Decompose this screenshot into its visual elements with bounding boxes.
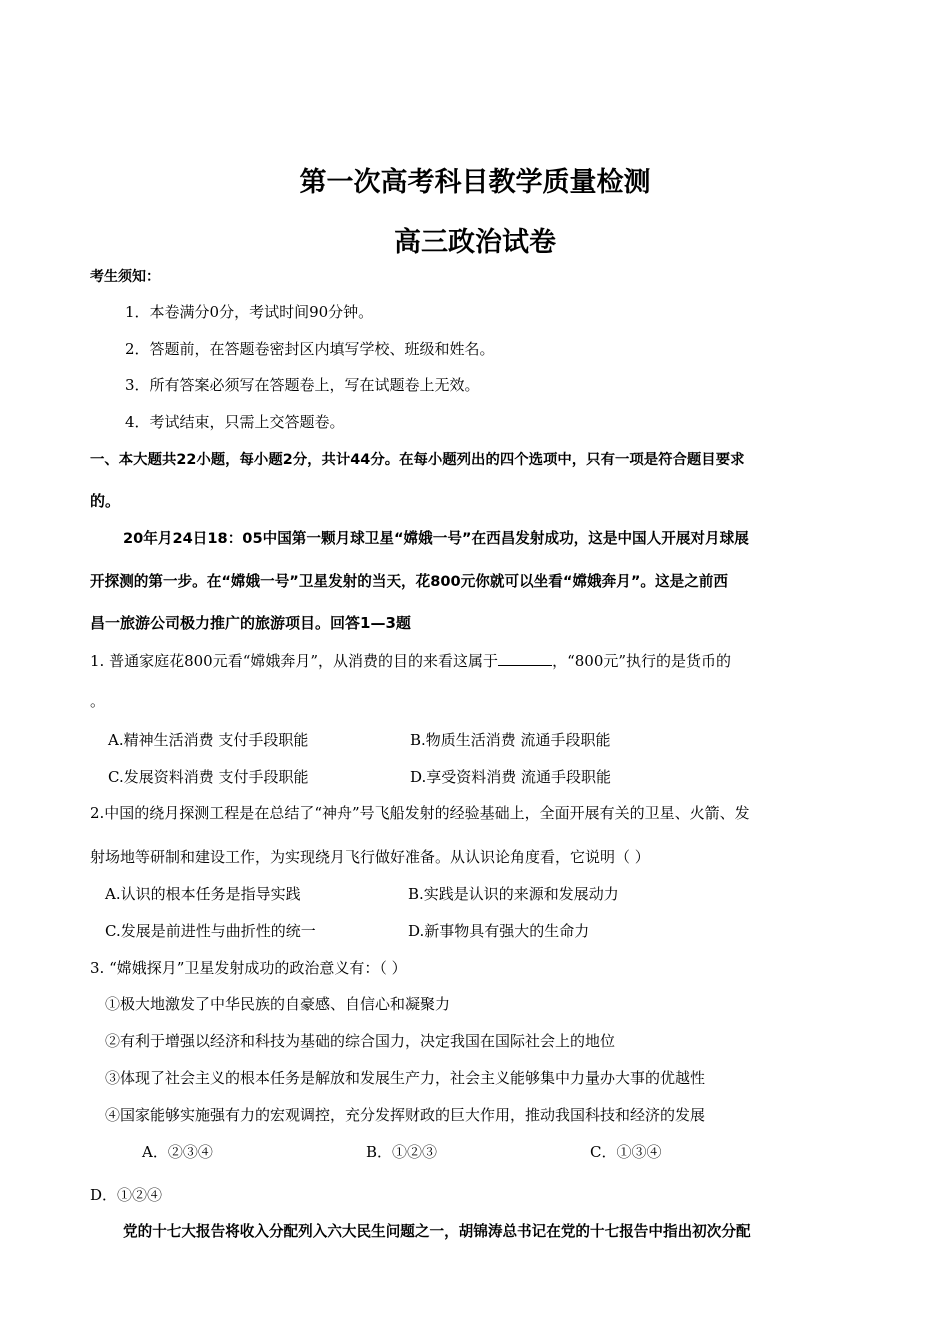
question-3-statement-2: ②有利于增强以经济和科技为基础的综合国力，决定我国在国际社会上的地位 (105, 1032, 616, 1050)
question-1-stem (90, 650, 731, 671)
question-3-stem: 3. “嫦娥探月”卫星发射成功的政治意义有：（ ） (90, 959, 407, 977)
page-title: 第一次高考科目教学质量检测 (299, 167, 651, 198)
question-2-option-d: D.新事物具有强大的生命力 (408, 922, 590, 940)
question-2-option-c: C.发展是前进性与曲折性的统一 (105, 922, 316, 940)
question-3-statement-1: ①极大地激发了中华民族的自豪感、自信心和凝聚力 (105, 995, 451, 1013)
question-3-option-b: B．①②③ (366, 1143, 438, 1161)
question-3-option-a: A．②③④ (142, 1143, 213, 1161)
notice-item-3: 3．所有答案必须写在答题卷上，写在试题卷上无效。 (125, 376, 480, 394)
section-heading-line2: 的。 (90, 492, 121, 510)
material-1-line1: 20年月24日18：05中国第一颗月球卫星“嫦娥一号”在西昌发射成功，这是中国人开展对月球展 (123, 530, 749, 547)
question-2-option-b: B.实践是认识的来源和发展动力 (408, 885, 619, 903)
notice-item-1: 1．本卷满分0分，考试时间90分钟。 (125, 303, 374, 321)
section-heading-line1: 一、本大题共22小题，每小题2分，共计44分。在每小题列出的四个选项中，只有一项是符合题目要求 (90, 452, 745, 468)
notice-heading: 考生须知： (90, 269, 160, 285)
question-1-stem-part-a: 1. 普通家庭花800元看“嫦娥奔月”，从消费的目的来看这属于 (90, 652, 499, 670)
question-1-option-d: D.享受资料消费 流通手段职能 (410, 768, 612, 786)
question-3-option-c: C．①③④ (590, 1143, 662, 1161)
notice-item-2: 2．答题前，在答题卷密封区内填写学校、班级和姓名。 (125, 340, 495, 358)
question-2-stem-line1: 2.中国的绕月探测工程是在总结了“神舟”号飞船发射的经验基础上，全面开展有关的卫星、火箭、发 (90, 804, 750, 822)
notice-item-4: 4．考试结束，只需上交答题卷。 (125, 413, 345, 431)
question-1-stem-end: 。 (90, 692, 106, 710)
material-1-line2: 开探测的第一步。在“嫦娥一号”卫星发射的当天，花800元你就可以坐看“嫦娥奔月”。这是之前西 (90, 573, 728, 590)
material-1-line3: 昌一旅游公司极力推广的旅游项目。回答1—3题 (90, 614, 411, 632)
question-3-option-d: D．①②④ (90, 1186, 163, 1204)
question-1-option-b: B.物质生活消费 流通手段职能 (410, 731, 611, 749)
answer-blank (498, 651, 552, 666)
material-2-line1: 党的十七大报告将收入分配列入六大民生问题之一，胡锦涛总书记在党的十七报告中指出初次分配 (123, 1223, 751, 1240)
question-1-stem-part-b: ，“800元”执行的是货币的 (552, 652, 732, 670)
page-subtitle: 高三政治试卷 (394, 227, 556, 258)
question-3-statement-3: ③体现了社会主义的根本任务是解放和发展生产力，社会主义能够集中力量办大事的优越性 (105, 1069, 706, 1087)
question-1-option-c: C.发展资料消费 支付手段职能 (108, 768, 309, 786)
question-2-option-a: A.认识的根本任务是指导实践 (105, 885, 301, 903)
question-2-stem-line2: 射场地等研制和建设工作，为实现绕月飞行做好准备。从认识论角度看，它说明（ ） (90, 848, 650, 866)
question-3-statement-4: ④国家能够实施强有力的宏观调控，充分发挥财政的巨大作用，推动我国科技和经济的发展 (105, 1106, 706, 1124)
question-1-option-a: A.精神生活消费 支付手段职能 (108, 731, 309, 749)
